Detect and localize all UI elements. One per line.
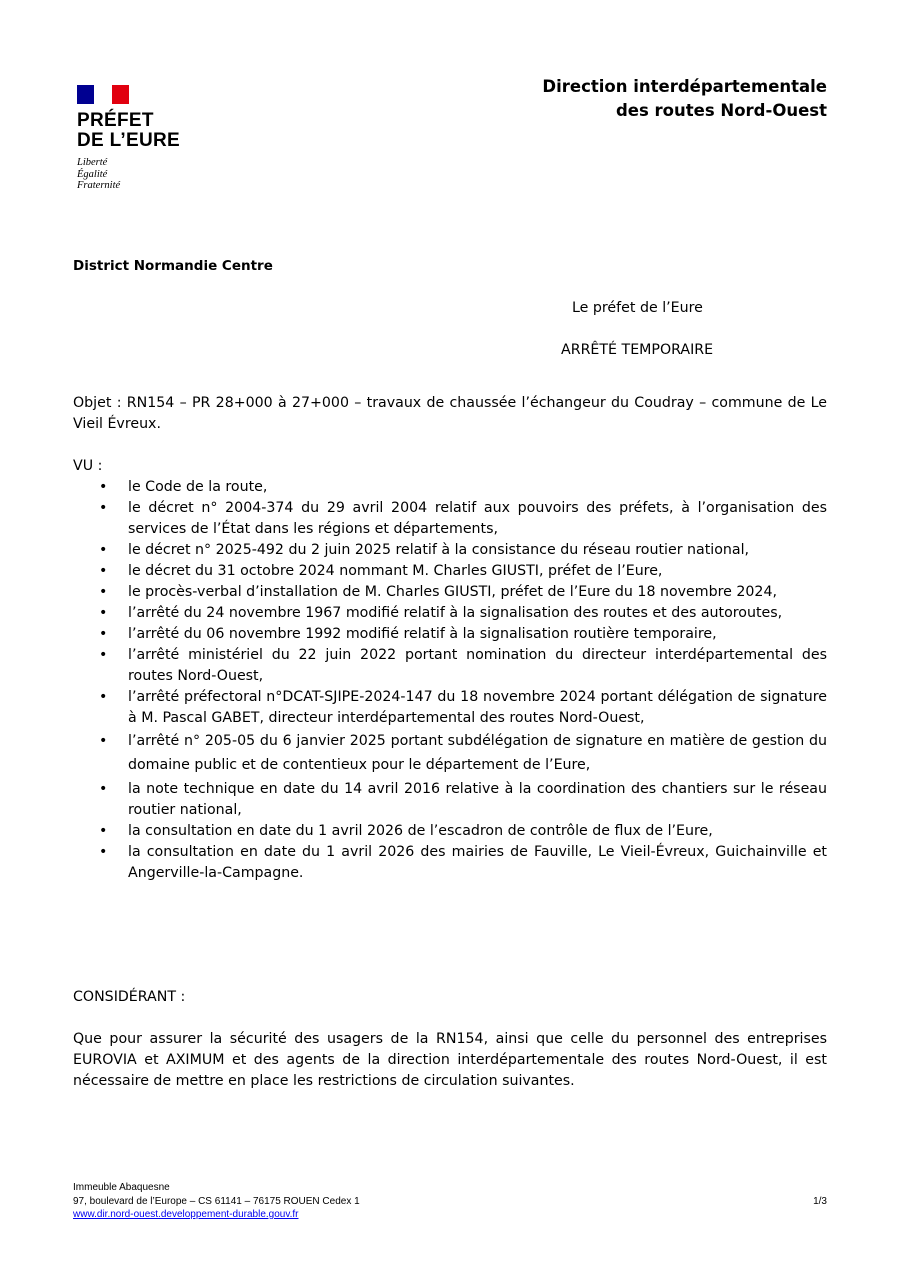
vu-item-text: l’arrêté préfectoral n°DCAT-SJIPE-2024-147 du 18 novembre 2024 portant délégation de signature à M. Pascal GABET, directeur interdépartemental des routes Nord-Ouest, xyxy=(128,689,827,726)
bullet-icon: • xyxy=(99,626,108,642)
vu-item-text: le procès-verbal d’installation de M. Charles GIUSTI, préfet de l’Eure du 18 novembre 2024, xyxy=(128,584,777,600)
vu-list-item xyxy=(73,603,827,624)
footer-website-link[interactable]: www.dir.nord-ouest.developpement-durable.gouv.fr xyxy=(73,1209,299,1220)
issuing-direction xyxy=(542,75,827,123)
bullet-icon: • xyxy=(99,542,108,558)
vu-list-item xyxy=(73,645,827,687)
footer-address: 97, boulevard de l’Europe – CS 61141 – 76175 ROUEN Cedex 1 xyxy=(73,1195,360,1207)
bullet-icon: • xyxy=(99,733,108,749)
prefet-logo xyxy=(77,85,187,192)
direction-line2: des routes Nord-Ouest xyxy=(615,101,827,120)
vu-item-text: la consultation en date du 1 avril 2026 de l’escadron de contrôle de flux de l’Eure, xyxy=(128,823,713,839)
bullet-icon: • xyxy=(99,689,108,705)
direction-line1: Direction interdépartementale xyxy=(542,77,827,96)
bullet-icon: • xyxy=(99,605,108,621)
bullet-icon: • xyxy=(99,823,108,839)
vu-list-item xyxy=(73,498,827,540)
vu-item-text: la note technique en date du 14 avril 2016 relative à la coordination des chantiers sur le réseau routier national, xyxy=(128,781,827,818)
vu-item-text: l’arrêté n° 205-05 du 6 janvier 2025 portant subdélégation de signature en matière de gestion du domaine public et de contentieux pour le département de l’Eure, xyxy=(128,733,827,773)
bullet-icon: • xyxy=(99,647,108,663)
prefet-heading: Le préfet de l’Eure xyxy=(572,300,703,316)
considerant-paragraph: Que pour assurer la sécurité des usagers de la RN154, ainsi que celle du personnel des entreprises EUROVIA et AXIMUM et des agents de la direction interdépartementale des routes Nord-Ouest, il est nécessaire de mettre en place les restrictions de circulation suivantes. xyxy=(73,1031,827,1089)
vu-list-item xyxy=(73,540,827,561)
vu-item-text: le décret n° 2004-374 du 29 avril 2004 relatif aux pouvoirs des préfets, à l’organisation des services de l’État dans les régions et départements, xyxy=(128,500,827,537)
logo-line1: PRÉFET xyxy=(77,110,154,131)
bullet-icon: • xyxy=(99,500,108,516)
bullet-icon: • xyxy=(99,781,108,797)
district-name: District Normandie Centre xyxy=(73,258,273,274)
logo-line2: DE L’EURE xyxy=(77,130,180,151)
footer xyxy=(73,1181,827,1222)
arrete-title: ARRÊTÉ TEMPORAIRE xyxy=(561,342,714,358)
page-number: 1/3 xyxy=(813,1195,827,1207)
objet-paragraph: Objet : RN154 – PR 28+000 à 27+000 – travaux de chaussée l’échangeur du Coudray – commune de Le Vieil Évreux. xyxy=(73,395,827,432)
vu-list-item xyxy=(73,561,827,582)
vu-item-text: l’arrêté du 06 novembre 1992 modifié relatif à la signalisation routière temporaire, xyxy=(128,626,717,642)
vu-list-item xyxy=(73,729,827,777)
vu-list-item xyxy=(73,779,827,821)
motto-egalite: Égalité xyxy=(77,168,108,180)
vu-item-text: le décret n° 2025-492 du 2 juin 2025 relatif à la consistance du réseau routier national, xyxy=(128,542,750,558)
bullet-icon: • xyxy=(99,479,108,495)
vu-item-text: le décret du 31 octobre 2024 nommant M. Charles GIUSTI, préfet de l’Eure, xyxy=(128,563,663,579)
motto-fraternite: Fraternité xyxy=(77,180,121,191)
marianne-flag-icon xyxy=(77,85,129,104)
bullet-icon: • xyxy=(99,584,108,600)
vu-list-item xyxy=(73,582,827,603)
bullet-icon: • xyxy=(99,563,108,579)
vu-list-item xyxy=(73,477,827,498)
considerant-label: CONSIDÉRANT : xyxy=(73,989,186,1005)
vu-item-text: l’arrêté du 24 novembre 1967 modifié relatif à la signalisation des routes et des autoroutes, xyxy=(128,605,783,621)
bullet-icon: • xyxy=(99,844,108,860)
vu-list-item xyxy=(73,842,827,884)
vu-label: VU : xyxy=(73,458,103,474)
motto-liberte: Liberté xyxy=(77,157,108,168)
vu-item-text: le Code de la route, xyxy=(128,479,268,495)
vu-list-item xyxy=(73,821,827,842)
footer-building: Immeuble Abaquesne xyxy=(73,1182,170,1193)
vu-item-text: l’arrêté ministériel du 22 juin 2022 portant nomination du directeur interdépartemental des routes Nord-Ouest, xyxy=(128,647,827,684)
vu-list-item xyxy=(73,624,827,645)
vu-item-text: la consultation en date du 1 avril 2026 des mairies de Fauville, Le Vieil-Évreux, Guichainville et Angerville-la-Campagne. xyxy=(128,844,827,881)
vu-list-item xyxy=(73,687,827,729)
vu-list xyxy=(73,477,827,884)
